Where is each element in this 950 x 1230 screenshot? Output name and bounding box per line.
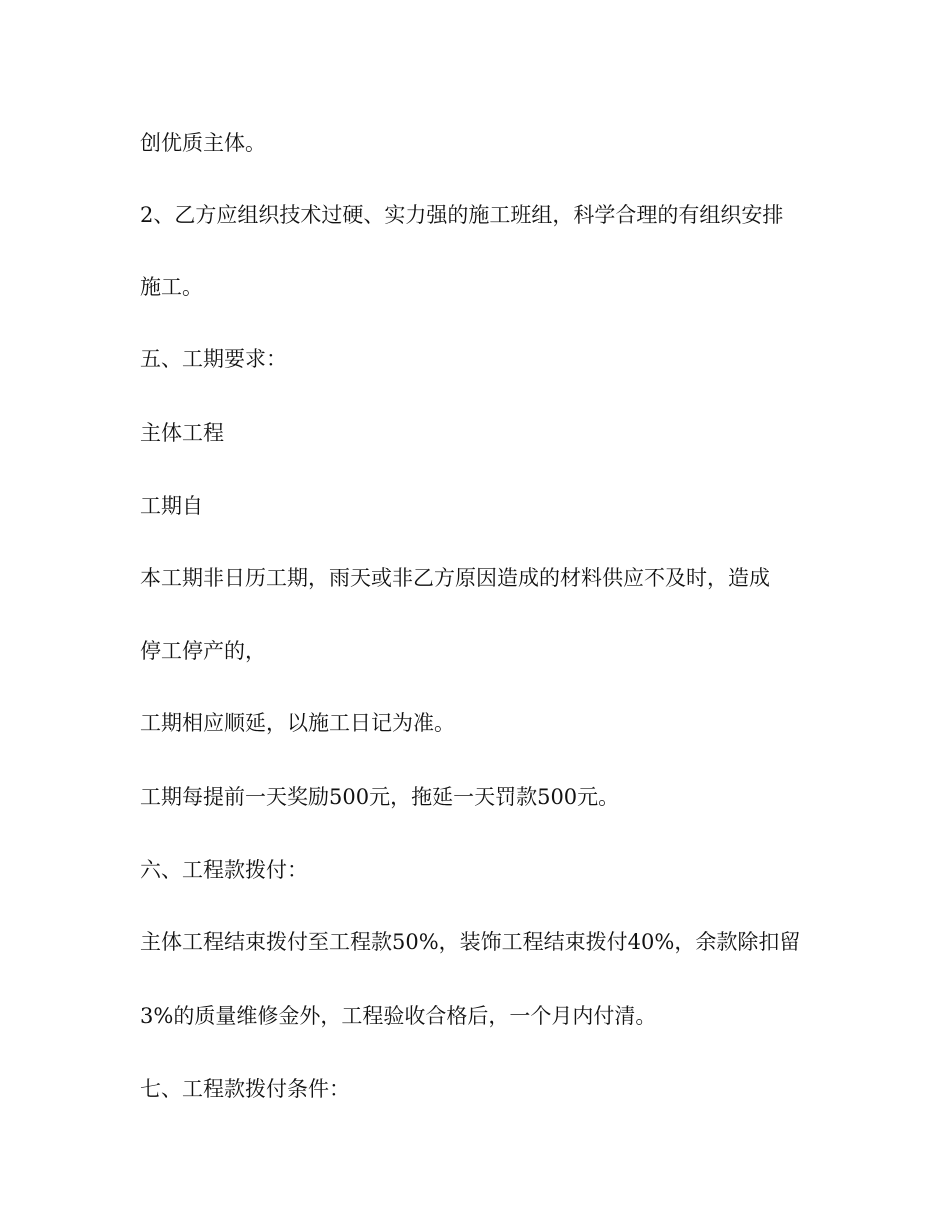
section-heading: 七、工程款拨付条件： (140, 1077, 350, 1101)
paragraph-line: 2、乙方应组织技术过硬、实力强的施工班组，科学合理的有组织安排 (140, 203, 784, 227)
paragraph-line: 创优质主体。 (140, 131, 266, 155)
section-heading: 五、工期要求： (140, 347, 287, 371)
section-heading: 六、工程款拨付： (140, 858, 308, 882)
paragraph-line: 工期相应顺延，以施工日记为准。 (140, 711, 455, 735)
paragraph-line: 3%的质量维修金外，工程验收合格后，一个月内付清。 (140, 1004, 657, 1028)
paragraph-line: 施工。 (140, 275, 203, 299)
paragraph-line: 停工停产的， (140, 639, 266, 663)
paragraph-line: 工期自 (140, 494, 203, 518)
paragraph-line: 工期每提前一天奖励500元，拖延一天罚款500元。 (140, 785, 620, 809)
paragraph-line: 主体工程结束拨付至工程款50%，装饰工程结束拨付40%，余款除扣留 (140, 930, 801, 954)
paragraph-line: 主体工程 (140, 421, 224, 445)
paragraph-line: 本工期非日历工期，雨天或非乙方原因造成的材料供应不及时，造成 (140, 566, 770, 590)
